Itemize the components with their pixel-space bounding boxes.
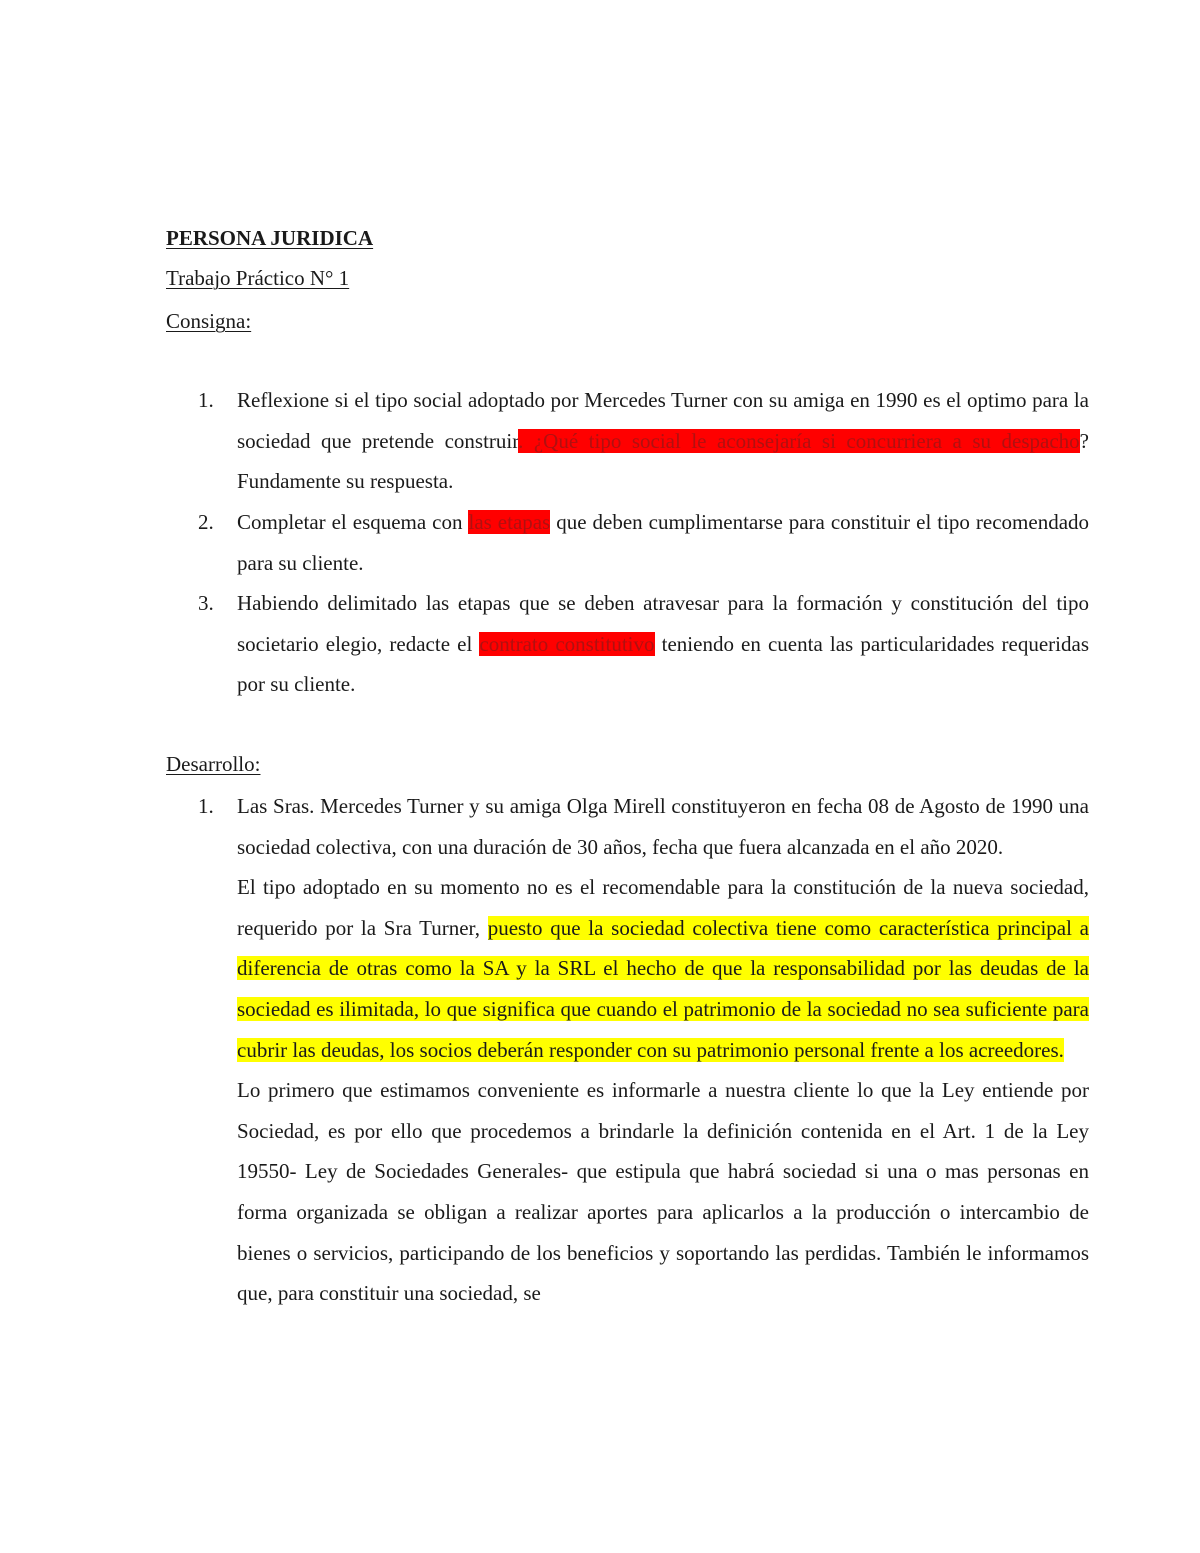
document-subtitle: Trabajo Práctico N° 1 (166, 266, 350, 290)
paragraph (237, 1070, 1089, 1314)
list-number: 3. (198, 591, 214, 615)
text-run: teniendo en cuenta las particularidades requeridas por su cliente. (237, 631, 1090, 697)
list-number: 2. (198, 510, 214, 534)
text-run: El tipo adoptado en su momento no es el recomendable para la constitución de la nueva sociedad, requerido por la Sra Turner, (237, 875, 1089, 940)
desarrollo-heading: Desarrollo: (166, 752, 261, 776)
text-run: ? Fundamente su respuesta. (237, 428, 1089, 494)
text-run: Completar el esquema con (237, 510, 469, 534)
yellow-highlight: puesto que la sociedad colectiva tiene como característica principal a diferencia de otras como la SA y la SRL el hecho de que la responsabilidad por las deudas de la sociedad es ilimitada, lo que significa que cuando el patrimonio de la sociedad no sea suficiente para cubrir las deudas, los socios deberán responder con su patrimonio personal frente a los acreedores. (237, 915, 1089, 1062)
text-run: Reflexione si el tipo social adoptado por Mercedes Turner con su amiga en 1990 es el optimo para la sociedad que pretende construir (237, 388, 1089, 453)
text-run: Lo primero que estimamos conveniente es informarle a nuestra cliente lo que la Ley entiende por Sociedad, es por ello que procedemos a brindarle la definición contenida en el Art. 1 de la Ley 19550- Ley de Sociedades Generales- que estipula que habrá sociedad si una o mas personas en forma organizada se obligan a realizar aportes para aplicarlos a la producción o intercambio de bienes o servicios, participando de los beneficios y soportando las perdidas. También le informamos que, para constituir una sociedad, se (237, 1078, 1089, 1306)
text-run: Habiendo delimitado las etapas que se deben atravesar para la formación y constitución del tipo societario elegio, redacte el (237, 591, 1089, 656)
paragraph (237, 867, 1089, 1070)
red-highlight: contrato constitutivo (479, 631, 655, 656)
list-item-text (237, 583, 1089, 705)
document-title: PERSONA JURIDICA (166, 226, 374, 250)
text-run: que deben cumplimentarse para constituir el tipo recomendado para su cliente. (237, 510, 1090, 575)
consigna-heading: Consigna: (166, 309, 252, 333)
red-highlight: las etapas (468, 510, 551, 534)
text-run: Las Sras. Mercedes Turner y su amiga Olga Mirell constituyeron en fecha 08 de Agosto de 1990 una sociedad colectiva, con una duración de 30 años, fecha que fuera alcanzada en el año 2020. (237, 794, 1089, 859)
red-highlight: . ¿Qué tipo social le aconsejaría si concurriera a su despacho (518, 428, 1080, 453)
list-item-text (237, 380, 1089, 502)
paragraph (237, 786, 1089, 867)
list-number: 1. (198, 794, 214, 818)
list-number: 1. (198, 388, 214, 412)
list-item-text (237, 502, 1089, 583)
list-item-text (237, 786, 1089, 1314)
